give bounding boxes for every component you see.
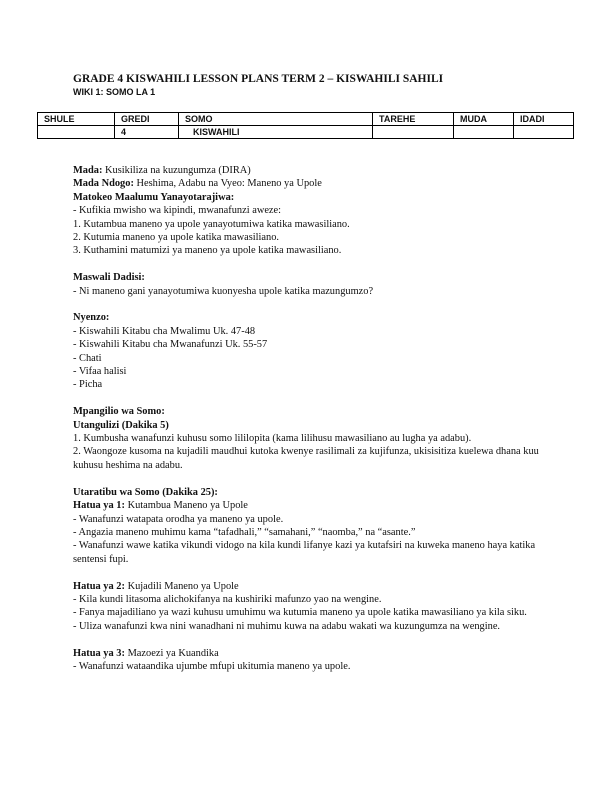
list-item: - Picha	[73, 379, 103, 391]
spacer	[73, 472, 553, 485]
hatua1-line	[73, 499, 553, 512]
spacer	[73, 566, 553, 579]
list-item: 1. Kumbusha wanafunzi kuhusu somo lililopita (kama lilihusu mawasiliano au lugha ya adabu).	[73, 433, 472, 445]
header-cell-somo: SOMO	[179, 113, 373, 126]
matokeo-heading	[73, 191, 553, 204]
hatua2-label: Hatua ya 2:	[73, 580, 125, 592]
nyenzo-heading-text: Nyenzo:	[73, 312, 110, 324]
list-item: - Angazia maneno muhimu kama “tafadhali,” “samahani,” “naomba,” na “asante.”	[73, 526, 416, 538]
lesson-subtitle: WIKI 1: SOMO LA 1	[73, 87, 156, 97]
utaratibu-heading	[73, 486, 553, 499]
cell-gredi: 4	[115, 126, 179, 139]
list-item: - Chati	[73, 352, 102, 364]
document-title: GRADE 4 KISWAHILI LESSON PLANS TERM 2 – KISWAHILI SAHILI	[73, 73, 444, 85]
mpangilio-heading-text: Mpangilio wa Somo:	[73, 406, 165, 418]
list-item: 2. Kutumia maneno ya upole katika mawasiliano.	[73, 232, 280, 244]
utangulizi-heading	[73, 419, 553, 432]
cell-tarehe	[373, 126, 454, 139]
utangulizi-heading-text: Utangulizi (Dakika 5)	[73, 419, 169, 431]
header-cell-idadi: IDADI	[514, 113, 574, 126]
nyenzo-heading	[73, 311, 553, 324]
mada-label: Mada:	[73, 165, 103, 176]
list-item: 2. Waongoze kusoma na kujadili maudhui kutoka kwenye rasilimali za kujifunza, ukisisitiza kuelewa dhana kuu kuhusu heshima na adabu.	[73, 446, 539, 471]
mpangilio-heading	[73, 405, 553, 418]
list-item: - Kiswahili Kitabu cha Mwanafunzi Uk. 55-57	[73, 339, 268, 351]
cell-muda	[454, 126, 514, 139]
hatua1-label: Hatua ya 1:	[73, 500, 125, 512]
header-cell-shule: SHULE	[38, 113, 115, 126]
list-item: - Fanya majadiliano ya wazi kuhusu umuhimu wa kutumia maneno ya upole katika mawasiliano ya kila siku.	[73, 607, 527, 619]
list-item: - Kila kundi litasoma alichokifanya na kushiriki mafunzo yao na wengine.	[73, 593, 382, 605]
maswali-heading	[73, 271, 553, 284]
mada-line	[73, 164, 553, 177]
mada-ndogo-label: Mada Ndogo:	[73, 178, 134, 190]
list-item: 3. Kuthamini matumizi ya maneno ya upole katika mawasiliano.	[73, 245, 342, 257]
list-item: - Wanafunzi wataandika ujumbe mfupi ukitumia maneno ya upole.	[73, 660, 351, 672]
list-item: - Ni maneno gani yanayotumiwa kuonyesha upole katika mazungumzo?	[73, 285, 374, 297]
spacer	[73, 298, 553, 311]
cell-shule	[38, 126, 115, 139]
utaratibu-heading-text: Utaratibu wa Somo (Dakika 25):	[73, 486, 218, 498]
list-item: 1. Kutambua maneno ya upole yanayotumiwa katika mawasiliano.	[73, 218, 350, 230]
hatua2-title: Kujadili Maneno ya Upole	[124, 580, 239, 592]
cell-somo: KISWAHILI	[179, 126, 373, 139]
hatua3-line	[73, 647, 553, 660]
matokeo-heading-text: Matokeo Maalumu Yanayotarajiwa:	[73, 191, 235, 203]
spacer	[73, 258, 553, 271]
hatua3-title: Mazoezi ya Kuandika	[124, 647, 219, 659]
list-item: - Kiswahili Kitabu cha Mwalimu Uk. 47-48	[73, 325, 256, 337]
lesson-info-table	[37, 112, 574, 139]
mada-text: Kusikiliza na kuzungumza (DIRA)	[102, 165, 251, 176]
mada-ndogo-text: Heshima, Adabu na Vyeo: Maneno ya Upole	[133, 178, 322, 190]
header-cell-tarehe: TAREHE	[373, 113, 454, 126]
table-row	[38, 126, 574, 139]
list-item: - Wanafunzi watapata orodha ya maneno ya upole.	[73, 513, 284, 525]
list-item: - Vifaa halisi	[73, 366, 127, 378]
header-cell-muda: MUDA	[454, 113, 514, 126]
hatua2-line	[73, 580, 553, 593]
lesson-body	[73, 164, 553, 673]
spacer	[73, 392, 553, 405]
maswali-heading-text: Maswali Dadisi:	[73, 272, 145, 284]
hatua3-label: Hatua ya 3:	[73, 647, 125, 659]
list-item: - Uliza wanafunzi kwa nini wanadhani ni muhimu kuwa na adabu wakati wa kuzungumza na wengine.	[73, 620, 501, 632]
hatua1-title: Kutambua Maneno ya Upole	[124, 500, 248, 512]
list-item: - Wanafunzi wawe katika vikundi vidogo na kila kundi lifanye kazi ya kutafsiri na kuweka maneno haya katika sentensi fupi.	[73, 540, 536, 565]
spacer	[73, 633, 553, 646]
cell-idadi	[514, 126, 574, 139]
header-cell-gredi: GREDI	[115, 113, 179, 126]
table-header-row	[38, 113, 574, 126]
list-item: - Kufikia mwisho wa kipindi, mwanafunzi aweze:	[73, 205, 282, 217]
mada-ndogo-line	[73, 177, 553, 190]
